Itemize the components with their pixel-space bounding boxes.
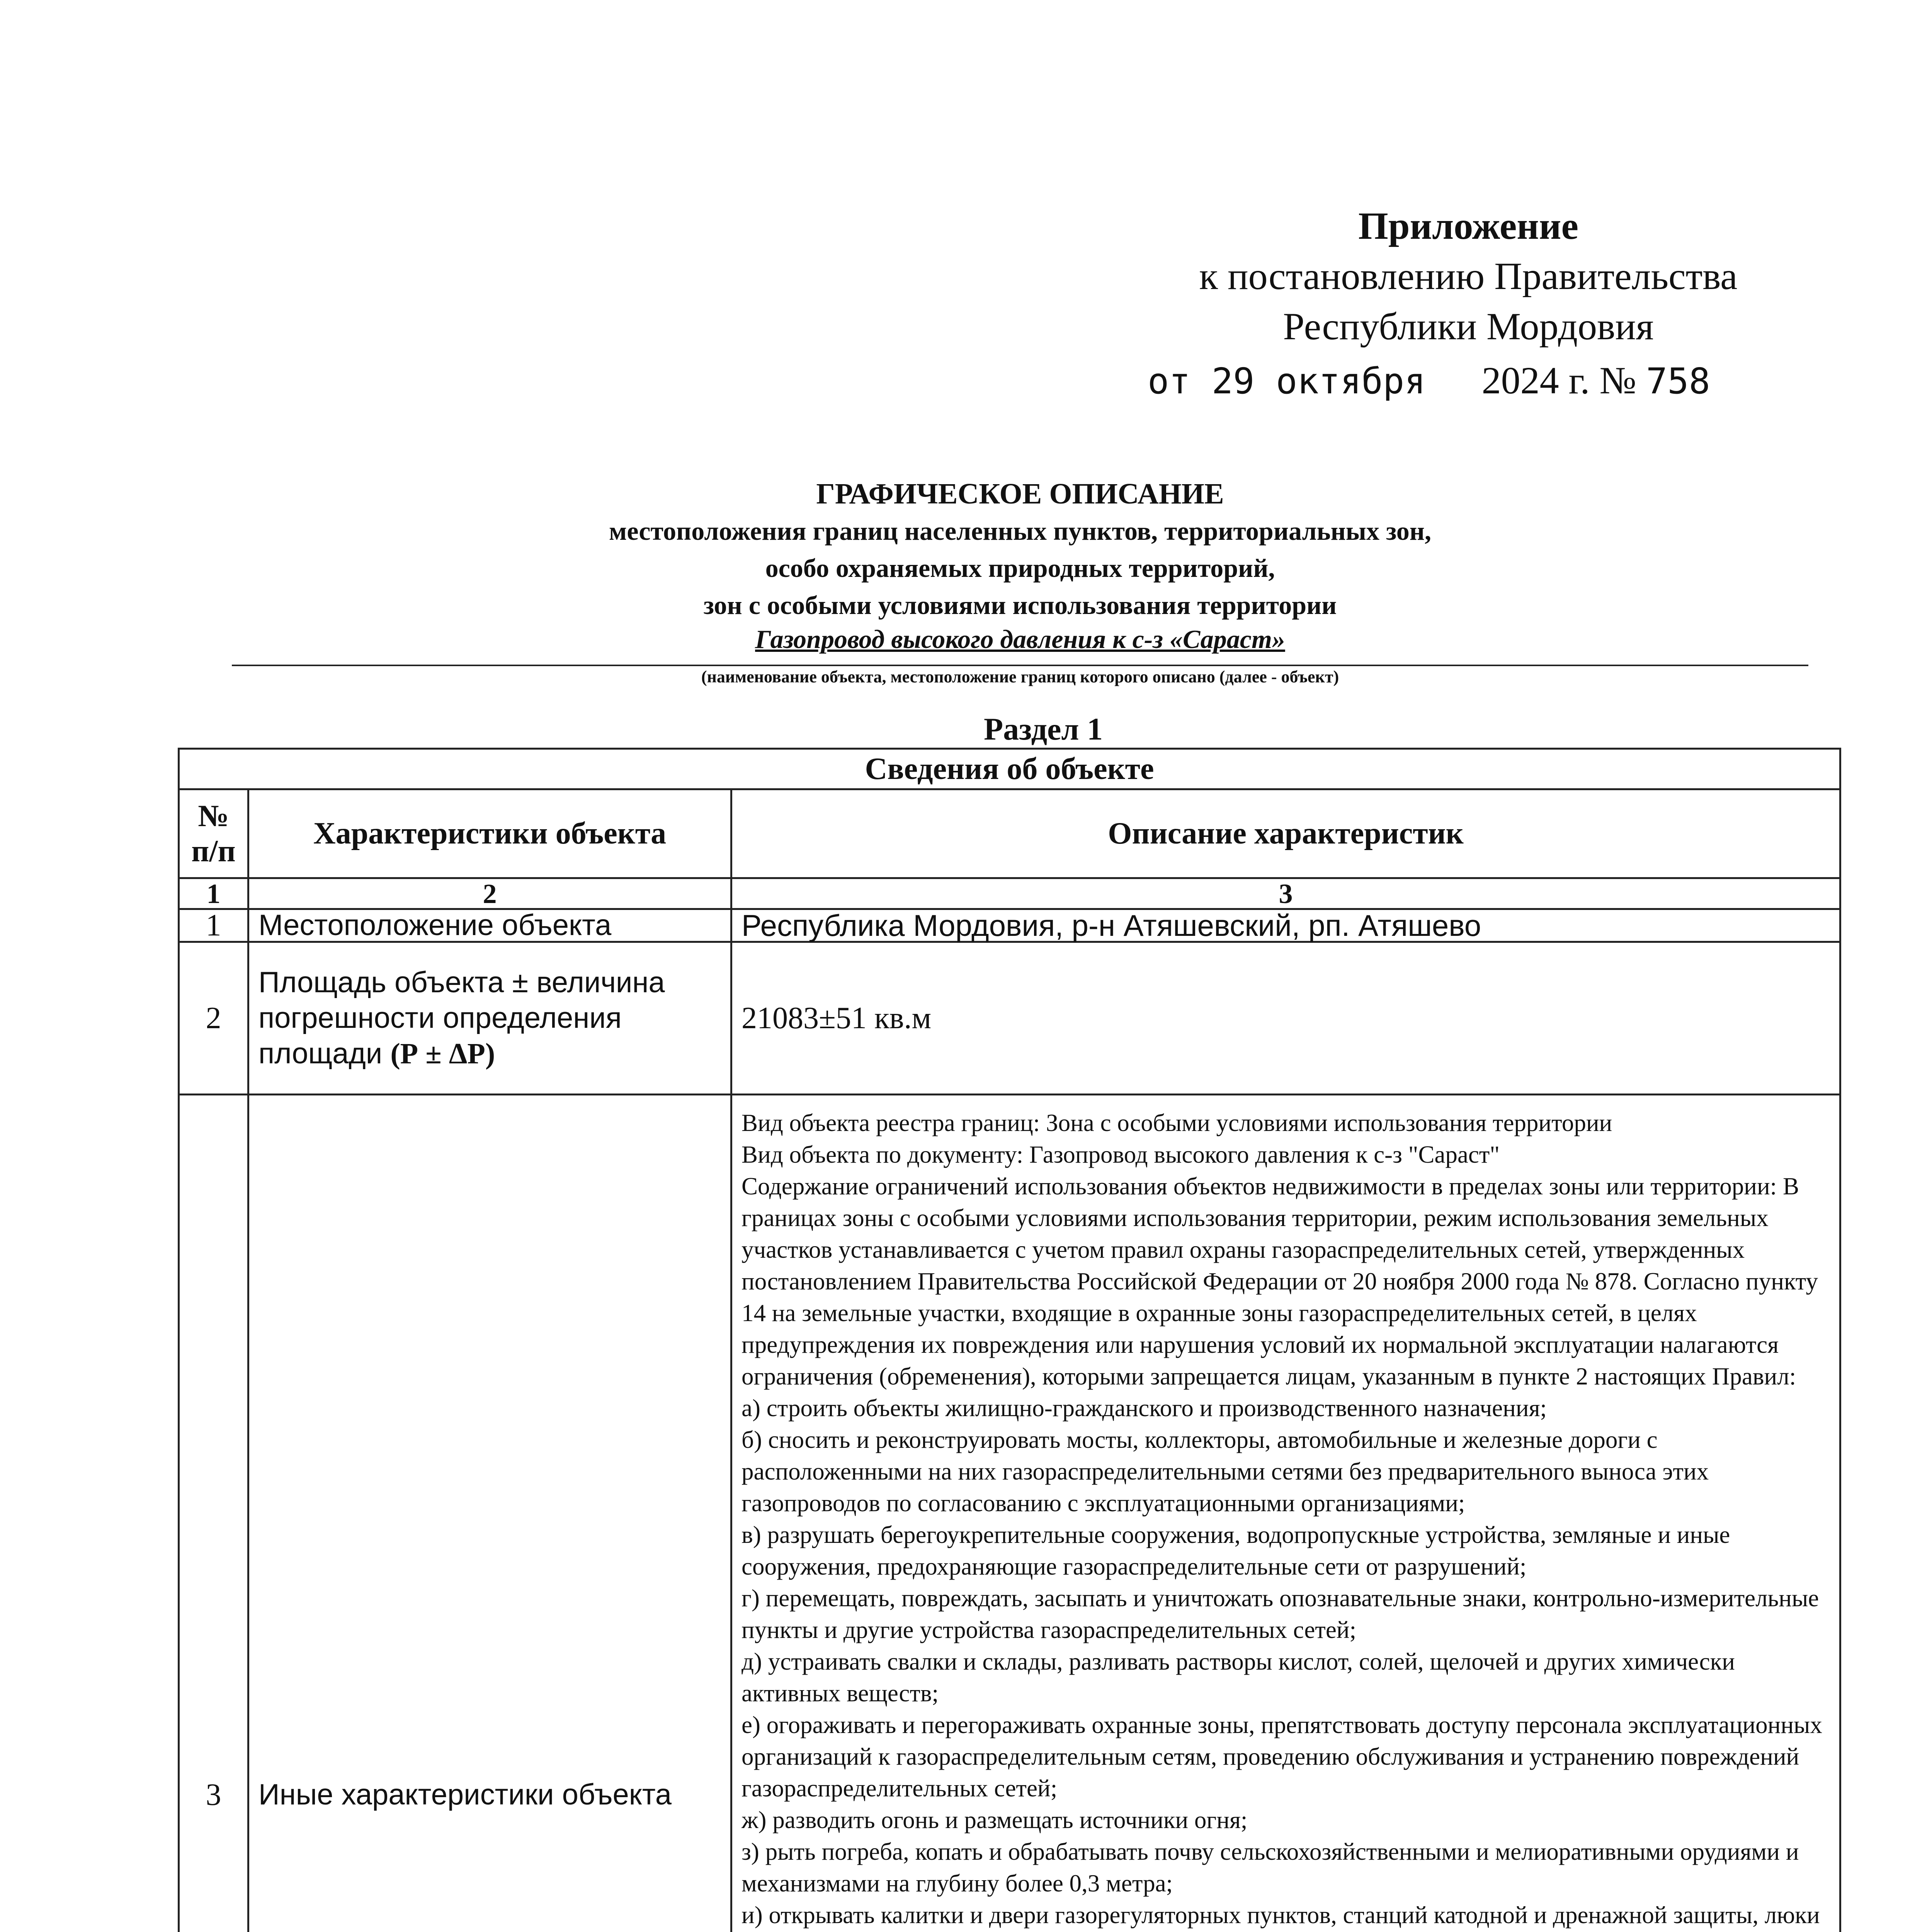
row-num: 3 (179, 1095, 248, 1932)
document-heading (232, 475, 1808, 686)
description-paragraph: в) разрушать берегоукрепительные сооружения, водопропускные устройства, земляные и иные сооружения, предохраняющие газораспределительные сети от разрушений; (742, 1521, 1730, 1580)
description-paragraph: Вид объекта по документу: Газопровод высокого давления к с-з "Сараст" (742, 1141, 1500, 1168)
object-name-underline (232, 665, 1808, 666)
row-num: 2 (179, 942, 248, 1095)
column-number-2: 2 (248, 878, 731, 909)
row-description: Республика Мордовия, р-н Атяшевский, рп. Атяшево (731, 909, 1840, 942)
table-header-row (179, 789, 1840, 878)
description-paragraph: з) рыть погреба, копать и обрабатывать почву сельскохозяйственными и мелиоративными орудиями и механизмами на глубину более 0,3 метра; (742, 1838, 1799, 1897)
characteristic-formula: (Р ± ΔР) (390, 1037, 495, 1070)
table-row (179, 909, 1840, 942)
document-title: ГРАФИЧЕСКОЕ ОПИСАНИЕ (816, 478, 1224, 510)
date-prefix: от (1148, 361, 1190, 402)
table-row (179, 942, 1840, 1095)
row-characteristic (248, 942, 731, 1095)
row-characteristic: Иные характеристики объекта (248, 1095, 731, 1932)
row-description: 21083±51 кв.м (731, 942, 1840, 1095)
appendix-line-1: к постановлению Правительства (1199, 255, 1738, 298)
description-paragraph: б) сносить и реконструировать мосты, коллекторы, автомобильные и железные дороги с расположенными на них газораспределительными сетями без предварительного выноса этих газопроводов по согласованию с эксплуатационными организациями; (742, 1426, 1709, 1517)
row-characteristic: Местоположение объекта (248, 909, 731, 942)
date-year: 2024 г. № (1481, 359, 1636, 402)
heading-line-1: местоположения границ населенных пунктов, территориальных зон, (609, 516, 1431, 546)
description-paragraph: Вид объекта реестра границ: Зона с особыми условиями использования территории (742, 1109, 1612, 1136)
description-paragraph: г) перемещать, повреждать, засыпать и уничтожать опознавательные знаки, контрольно-измерительные пункты и другие устройства газораспределительных сетей; (742, 1585, 1819, 1643)
description-paragraph: а) строить объекты жилищно-гражданского и производственного назначения; (742, 1395, 1547, 1422)
description-paragraph: д) устраивать свалки и склады, разливать растворы кислот, солей, щелочей и других химически активных веществ; (742, 1648, 1735, 1707)
description-paragraph: и) открывать калитки и двери газорегуляторных пунктов, станций катодной и дренажной защиты, люки (742, 1901, 1820, 1929)
heading-line-3: зон с особыми условиями использования территории (703, 590, 1337, 620)
column-number-1: 1 (179, 878, 248, 909)
row-num: 1 (179, 909, 248, 942)
section-label: Раздел 1 (984, 711, 1103, 747)
date-value: 29 октября (1211, 361, 1426, 402)
object-name: Газопровод высокого давления к с-з «Сараст» (755, 624, 1285, 654)
decree-number: 758 (1646, 361, 1710, 402)
header-num: № п/п (179, 789, 248, 878)
table-row (179, 1095, 1840, 1932)
object-info-table (178, 748, 1841, 1932)
column-number-row (179, 878, 1840, 909)
appendix-line-2: Республики Мордовия (1283, 305, 1654, 348)
description-paragraph: ж) разводить огонь и размещать источники огня; (742, 1806, 1248, 1833)
row-description (731, 1095, 1840, 1932)
header-characteristic: Характеристики объекта (248, 789, 731, 878)
description-paragraph: Содержание ограничений использования объектов недвижимости в пределах зоны или территории: В границах зоны с особыми условиями использования территории, режим использования земельных участков устанавливается с учетом правил охраны газораспределительных сетей, утвержденных постановлением Правительства Российской Федерации от 20 ноября 2000 года № 878. Согласно пункту 14 на земельные участки, входящие в охранные зоны газораспределительных сетей, в целях предупреждения их повреждения или нарушения условий их нормальной эксплуатации налагаются ограничения (обременения), которыми запрещается лицам, указанным в пункте 2 настоящих Правил: (742, 1173, 1818, 1390)
appendix-date-line (1121, 355, 1816, 406)
heading-line-2: особо охраняемых природных территорий, (765, 553, 1275, 583)
table-caption-row (179, 749, 1840, 789)
appendix-title: Приложение (1358, 204, 1578, 247)
description-paragraph: е) огораживать и перегораживать охранные зоны, препятствовать доступу персонала эксплуатационных организаций к газораспределительным сетям, проведению обслуживания и устранению повреждений газораспределительных сетей; (742, 1711, 1822, 1802)
appendix-block (1121, 201, 1816, 406)
table-caption: Сведения об объекте (179, 749, 1840, 789)
column-number-3: 3 (731, 878, 1840, 909)
characteristic-text: Площадь объекта ± величина погрешности определения площади (259, 966, 665, 1070)
header-description: Описание характеристик (731, 789, 1840, 878)
object-name-note: (наименование объекта, местоположение границ которого описано (далее - объект) (701, 667, 1339, 686)
